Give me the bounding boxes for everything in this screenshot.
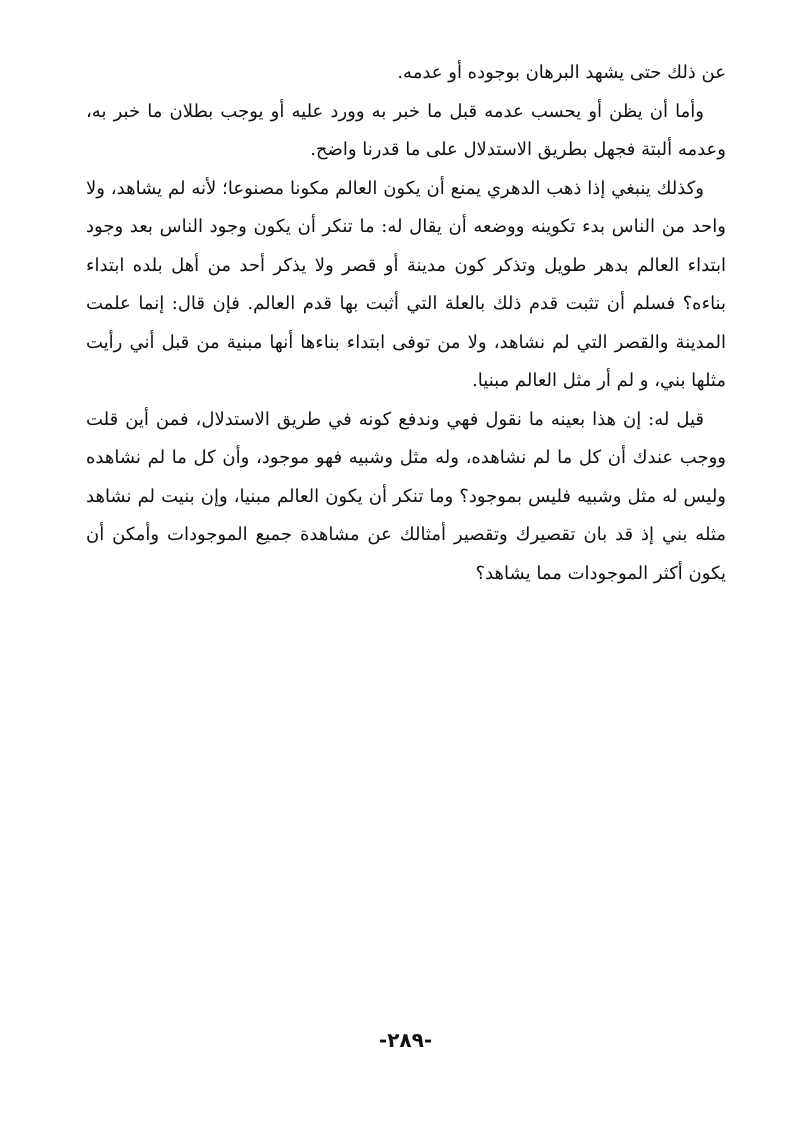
- paragraph-1: عن ذلك حتى يشهد البرهان بوجوده أو عدمه.: [397, 62, 726, 83]
- page-number: -٢٨٩-: [378, 1028, 433, 1052]
- body-text: [86, 54, 726, 593]
- paragraph-4: قيل له: إن هذا بعينه ما نقول فهي وندفع كونه في طريق الاستدلال، فمن أين قلت ووجب عندك أن كل ما لم نشاهده، وله مثل وشبيه فهو موجود، وأن كل ما لم نشاهده وليس له مثل وشبيه فليس بموجود؟ وما تنكر أن يكون العالم مبنيا، وإن بنيت لم نشاهد مثله بني إذ قد بان تقصيرك وتقصير أمثالك عن مشاهدة جميع الموجودات وأمكن أن يكون أكثر الموجودات مما يشاهد؟: [86, 408, 726, 584]
- paragraph-3: وكذلك ينبغي إذا ذهب الدهري يمنع أن يكون العالم مكونا مصنوعا؛ لأنه لم يشاهد، ولا واحد من الناس بدء تكوينه ووضعه أن يقال له: ما تنكر أن يكون وجود الناس بعد وجود ابتداء العالم بدهر طويل وتذكر كون مدينة أو قصر ولا يذكر أحد من أهل بلده ابتداء بناءه؟ فسلم أن تثبت قدم ذلك بالعلة التي أثبت بها قدم العالم. فإن قال: إنما علمت المدينة والقصر التي لم نشاهد، ولا من توفى ابتداء بناءها أنها مبنية من قبل أني رأيت مثلها بني، و لم أر مثل العالم مبنيا.: [86, 177, 726, 391]
- paragraph-2: وأما أن يظن أو يحسب عدمه قبل ما خبر به وورد عليه أو يوجب بطلان ما خبر به، وعدمه ألبتة فجهل بطريق الاستدلال على ما قدرنا واضح.: [86, 100, 726, 160]
